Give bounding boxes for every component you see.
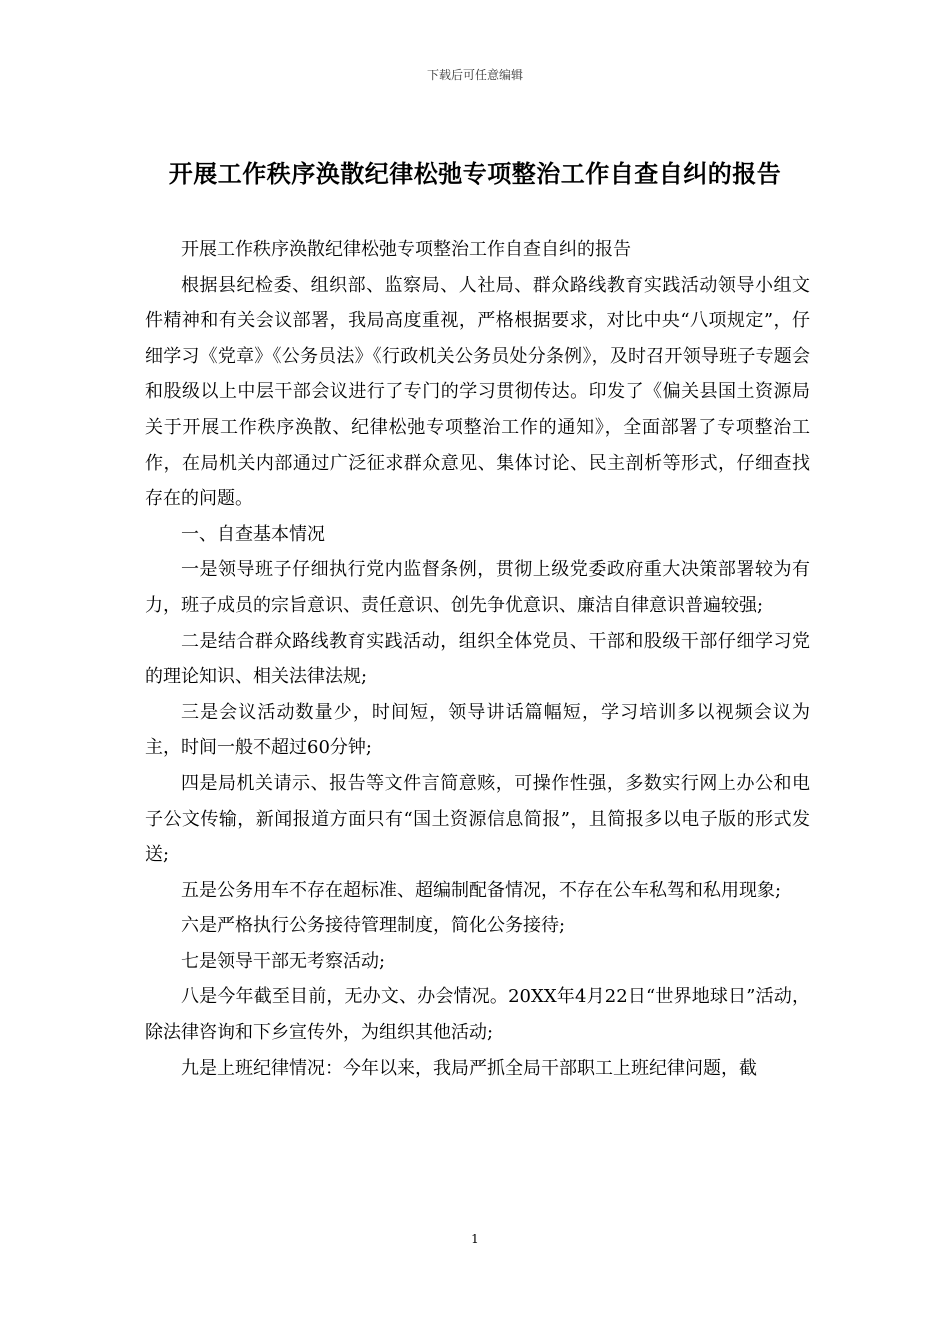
body-paragraph: 四是局机关请示、报告等文件言简意赅，可操作性强，多数实行网上办公和电子公文传输，新闻报道方面只有“国土资源信息简报”，且简报多以电子版的形式发送;	[145, 772, 810, 866]
header-note: 下载后可任意编辑	[426, 68, 523, 82]
document-title: 开展工作秩序涣散纪律松弛专项整治工作自查自纠的报告	[168, 159, 782, 188]
body-paragraph: 三是会议活动数量少，时间短，领导讲话篇幅短，学习培训多以视频会议为主，时间一般不超过60分钟;	[145, 701, 810, 759]
body-paragraph: 六是严格执行公务接待管理制度，简化公务接待;	[181, 915, 566, 937]
document-body	[145, 232, 810, 1086]
body-paragraph: 一是领导班子仔细执行党内监督条例，贯彻上级党委政府重大决策部署较为有力，班子成员的宗旨意识、责任意识、创先争优意识、廉洁自律意识普遍较强;	[145, 559, 810, 616]
body-paragraph: 二是结合群众路线教育实践活动，组织全体党员、干部和股级干部仔细学习党的理论知识、相关法律法规;	[145, 630, 810, 688]
body-paragraph: 开展工作秩序涣散纪律松弛专项整治工作自查自纠的报告	[181, 239, 631, 260]
body-paragraph: 七是领导干部无考察活动;	[181, 950, 386, 972]
body-paragraph: 八是今年截至目前，无办文、办会情况。20XX年4月22日“世界地球日”活动，除法律咨询和下乡宣传外，为组织其他活动;	[145, 986, 810, 1044]
page-number: 1	[471, 1232, 479, 1246]
body-paragraph: 根据县纪检委、组织部、监察局、人社局、群众路线教育实践活动领导小组文件精神和有关会议部署，我局高度重视，严格根据要求，对比中央“八项规定”，仔细学习《党章》《公务员法》《行政机关公务员处分条例》，及时召开领导班子专题会和股级以上中层干部会议进行了专门的学习贯彻传达。印发了《偏关县国土资源局关于开展工作秩序涣散、纪律松弛专项整治工作的通知》，全面部署了专项整治工作，在局机关内部通过广泛征求群众意见、集体讨论、民主剖析等形式，仔细查找存在的问题。	[145, 274, 810, 510]
body-paragraph: 九是上班纪律情况：今年以来，我局严抓全局干部职工上班纪律问题，截	[181, 1057, 757, 1079]
section-heading: 一、自查基本情况	[181, 523, 325, 545]
body-paragraph: 五是公务用车不存在超标准、超编制配备情况，不存在公车私驾和私用现象;	[181, 879, 782, 901]
